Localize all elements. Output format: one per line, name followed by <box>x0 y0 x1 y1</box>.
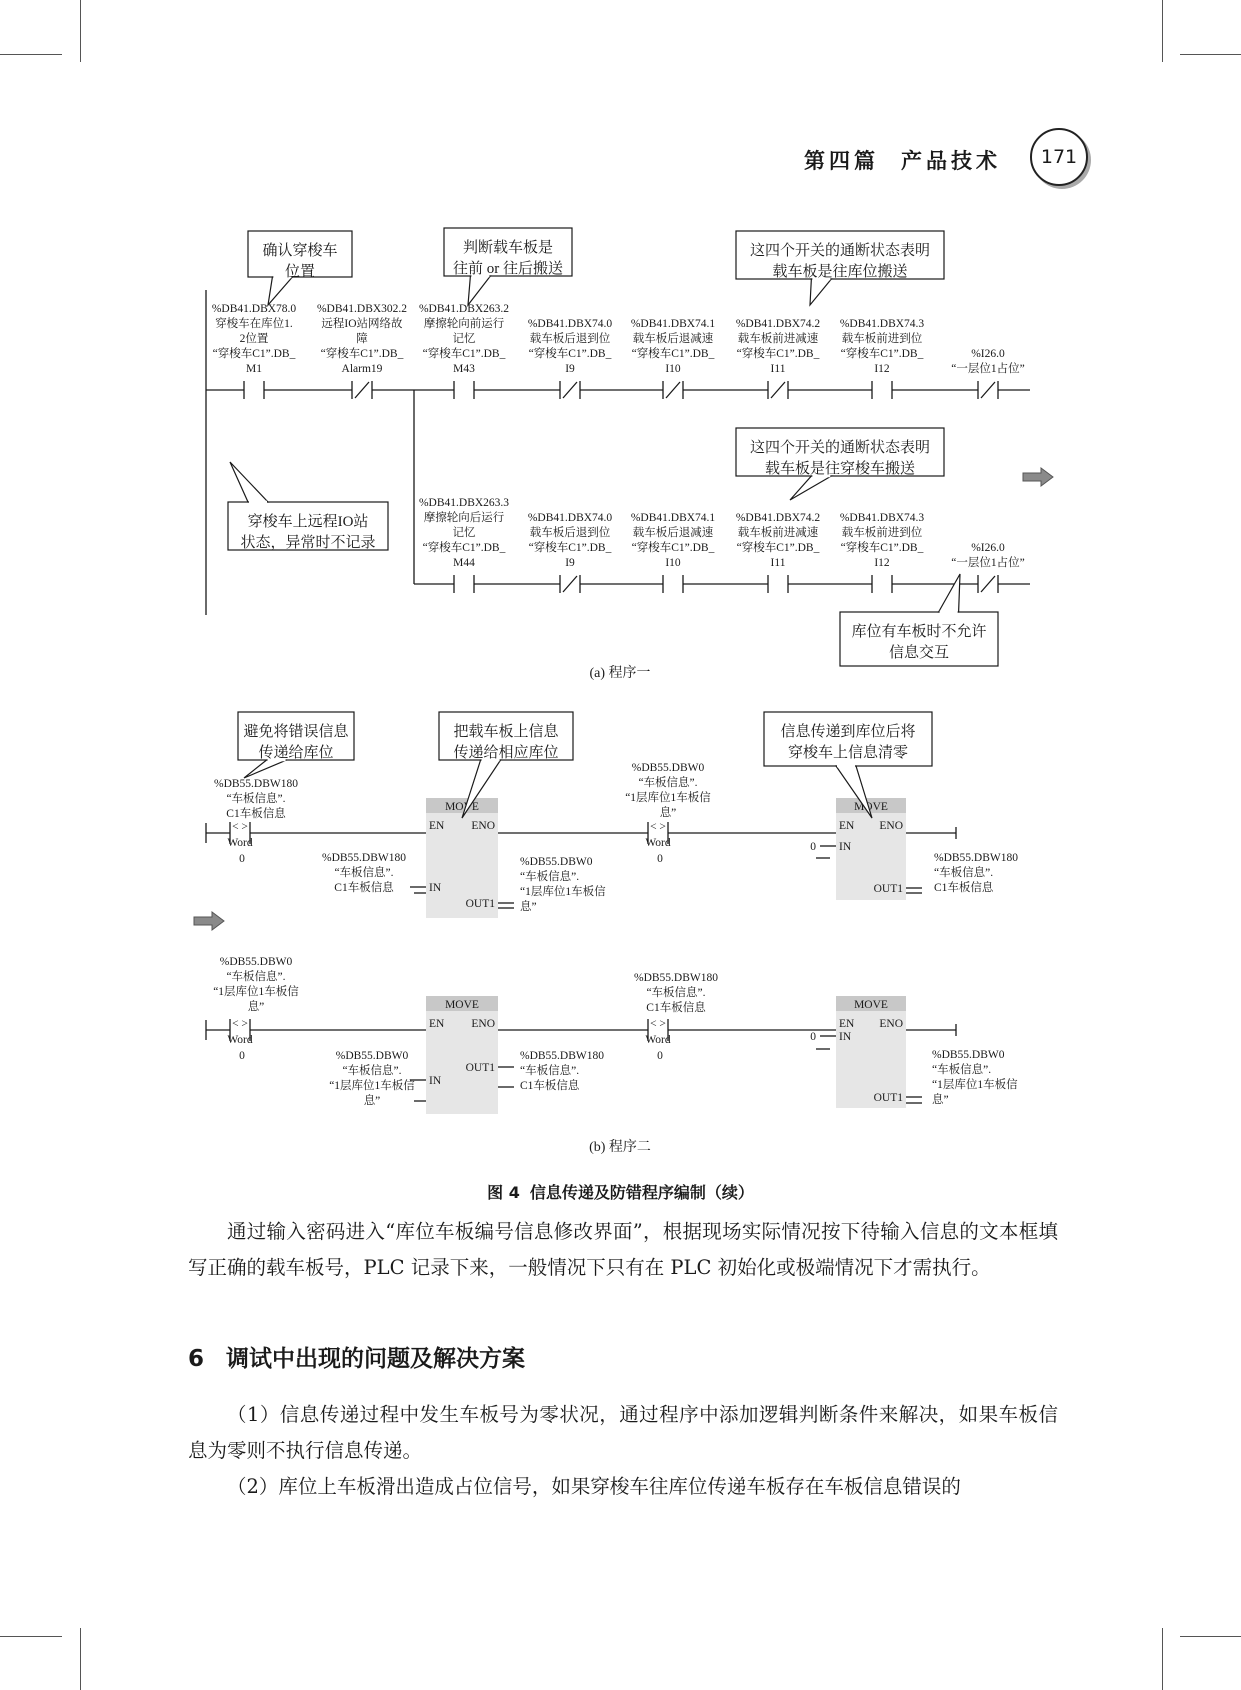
operand-label: “车板信息”. <box>520 1065 580 1077</box>
operand-label: “穿梭车C1”.DB_ <box>422 542 506 554</box>
operand-label: 息” <box>363 1095 381 1107</box>
callout-text: 状态，异常时不记录 <box>240 535 376 551</box>
operand-label: I11 <box>770 363 786 375</box>
move-title: MOVE <box>445 801 479 813</box>
in-zero: 0 <box>810 841 816 853</box>
operand-label: I10 <box>665 363 681 375</box>
operand-label: 载车板后退到位 <box>529 333 611 345</box>
contact-row2 <box>768 575 788 593</box>
operand-label: “车板信息”. <box>932 1064 992 1076</box>
paragraph-2: （1）信息传递过程中发生车板号为零状况，通过程序中添加逻辑判断条件来解决，如果车板信息为零则不执行信息传递。 <box>188 1403 1058 1462</box>
in-label: IN <box>839 841 852 853</box>
move-title: MOVE <box>854 999 888 1011</box>
operand-label: 载车板前进到位 <box>841 527 923 539</box>
operand-label: %DB41.DBX78.0 <box>211 303 297 315</box>
operand-label: Alarm19 <box>341 363 383 375</box>
callout-text: 传递给相应库位 <box>453 745 559 761</box>
continuation-arrow <box>194 912 224 930</box>
callout-text: 把载车板上信息 <box>453 724 559 740</box>
compare-type: Word <box>645 837 671 849</box>
crop-mark <box>80 1628 81 1690</box>
en-label: EN <box>839 820 855 832</box>
contact-slash <box>563 382 577 398</box>
contact-row1 <box>244 381 264 399</box>
operand-label: “穿梭车C1”.DB_ <box>840 542 924 554</box>
operand-label: M43 <box>453 363 475 375</box>
out1-label: OUT1 <box>465 898 495 910</box>
compare-symbol: < > <box>650 1018 666 1030</box>
callout-text: 这四个开关的通断状态表明 <box>749 243 931 259</box>
operand-label: 远程IO站网络故 <box>321 318 403 330</box>
operand-label: “1层库位1车板信 <box>932 1079 1018 1091</box>
callout-pointer <box>939 574 960 612</box>
operand-label: 载车板前进减速 <box>737 333 819 345</box>
contact-row2 <box>560 575 580 593</box>
operand-label: C1车板信息 <box>226 808 286 820</box>
operand-label: %DB55.DBW180 <box>934 852 1019 864</box>
operand-label: “穿梭车C1”.DB_ <box>528 542 612 554</box>
move-block <box>836 996 906 1108</box>
crop-mark <box>0 1636 62 1637</box>
operand-label: 2位置 <box>239 333 269 345</box>
operand-label: “1层库位1车板信 <box>213 986 299 998</box>
operand-label: 载车板前进减速 <box>737 527 819 539</box>
contact-row1 <box>560 381 580 399</box>
in-label: IN <box>429 1075 442 1087</box>
callout-text: 判断载车板是 <box>462 240 554 256</box>
operand-label: “车板信息”. <box>342 1065 402 1077</box>
crop-mark <box>1180 1636 1241 1637</box>
callout-text: 避免将错误信息 <box>243 724 349 740</box>
contact-row1 <box>352 381 372 399</box>
operand-label: 载车板后退减速 <box>632 333 714 345</box>
callout-text: 信息传递到库位后将 <box>780 724 916 740</box>
operand-label: “车板信息”. <box>226 793 286 805</box>
en-label: EN <box>839 1018 855 1030</box>
callout <box>736 231 944 305</box>
operand-label: “穿梭车C1”.DB_ <box>320 348 404 360</box>
operand-label: %DB55.DBW180 <box>321 852 407 864</box>
operand-label: “穿梭车C1”.DB_ <box>422 348 506 360</box>
contact-row2 <box>978 575 998 593</box>
operand-label: 摩擦轮向前运行 <box>423 318 505 330</box>
in-label: IN <box>429 882 442 894</box>
subcaption-b: (b) 程序二 <box>589 1140 651 1155</box>
operand-label: I9 <box>565 557 575 569</box>
operand-label: C1车板信息 <box>520 1080 580 1092</box>
operand-label: “车板信息”. <box>934 867 994 879</box>
paragraph-1: 通过输入密码进入“库位车板编号信息修改界面”，根据现场实际情况按下待输入信息的文本框填写正确的载车板号，PLC 记录下来，一般情况下只有在 PLC 初始化或极端情况下才需执行。 <box>188 1220 1058 1279</box>
operand-label: “穿梭车C1”.DB_ <box>528 348 612 360</box>
operand-label: %DB41.DBX302.2 <box>316 303 408 315</box>
eno-label: ENO <box>879 1018 903 1030</box>
operand-label: %DB55.DBW0 <box>631 762 705 774</box>
callout <box>840 574 998 666</box>
operand-label: %DB55.DBW0 <box>219 956 293 968</box>
contact-slash <box>355 382 369 398</box>
operand-label: 记忆 <box>452 333 476 345</box>
operand-label: I12 <box>874 557 890 569</box>
compare-zero: 0 <box>239 853 245 865</box>
operand-label: 载车板后退减速 <box>632 527 714 539</box>
callout <box>736 428 944 500</box>
operand-label: 载车板后退到位 <box>529 527 611 539</box>
contact-slash <box>771 382 785 398</box>
callout-text: 载车板是往库位搬送 <box>772 264 908 280</box>
operand-label: 息” <box>247 1001 265 1013</box>
ladder-wires <box>206 290 1030 1103</box>
section-heading <box>188 1340 525 1373</box>
operand-label: %DB41.DBX74.2 <box>735 512 821 524</box>
section-number: 6 <box>188 1346 205 1372</box>
eno-label: ENO <box>879 820 903 832</box>
eno-label: ENO <box>471 1018 495 1030</box>
operand-label: 息” <box>659 807 677 819</box>
operand-label: %DB55.DBW180 <box>520 1050 605 1062</box>
compare-symbol: < > <box>232 1018 248 1030</box>
operand-label: %DB41.DBX74.3 <box>839 512 925 524</box>
move-block <box>426 798 498 918</box>
operand-label: 摩擦轮向后运行 <box>423 512 505 524</box>
operand-label: “车板信息”. <box>226 971 286 983</box>
crop-mark <box>1162 1628 1163 1690</box>
callout-text: 确认穿梭车 <box>262 243 338 259</box>
section-title: 调试中出现的问题及解决方案 <box>226 1346 526 1372</box>
compare-symbol: < > <box>232 821 248 833</box>
compare-type: Word <box>227 837 253 849</box>
compare-symbol: < > <box>650 821 666 833</box>
move-block <box>426 996 498 1114</box>
operand-label: “穿梭车C1”.DB_ <box>631 542 715 554</box>
operand-label: 记忆 <box>452 527 476 539</box>
operand-label: “车板信息”. <box>520 871 580 883</box>
contact-row2 <box>454 575 474 593</box>
operand-label: I10 <box>665 557 681 569</box>
callout-text: 位置 <box>284 264 316 280</box>
operand-label: %DB55.DBW0 <box>335 1050 409 1062</box>
move-block-body <box>426 996 498 1114</box>
contact-row1 <box>454 381 474 399</box>
operand-label: %DB41.DBX74.0 <box>527 512 613 524</box>
operand-label: “穿梭车C1”.DB_ <box>631 348 715 360</box>
operand-label: M44 <box>453 557 475 569</box>
callout-text: 载车板是往穿梭车搬送 <box>764 461 916 477</box>
operand-label: C1车板信息 <box>334 882 394 894</box>
compare-type: Word <box>227 1034 253 1046</box>
callout-pointer <box>790 476 831 500</box>
contact-row1 <box>872 381 892 399</box>
callout-text: 穿梭车上信息清零 <box>787 745 909 761</box>
operand-label: %DB41.DBX263.2 <box>418 303 510 315</box>
figure-caption-number: 图 4 <box>487 1183 520 1202</box>
contact-row2 <box>663 575 683 593</box>
operand-label: 息” <box>932 1094 949 1106</box>
callout-text: 库位有车板时不允许 <box>851 624 987 640</box>
en-label: EN <box>429 820 445 832</box>
header-part: 第四篇 <box>804 148 879 173</box>
operand-label: “一层位1占位” <box>951 363 1025 375</box>
operand-label: 障 <box>356 333 368 345</box>
callout-pointer <box>244 760 287 778</box>
callout-text: 信息交互 <box>888 645 950 661</box>
operand-label: %DB55.DBW0 <box>932 1049 1005 1061</box>
compare-type: Word <box>645 1034 671 1046</box>
subcaption-a: (a) 程序一 <box>589 666 651 681</box>
callout-text: 这四个开关的通断状态表明 <box>749 440 931 456</box>
operand-label: “一层位1占位” <box>951 557 1025 569</box>
contact-slash <box>666 382 680 398</box>
callout <box>238 712 354 778</box>
operand-label: %DB41.DBX74.1 <box>630 318 716 330</box>
paragraph-3: （2）库位上车板滑出造成占位信号，如果穿梭车往库位传递车板存在车板信息错误的 <box>227 1475 961 1498</box>
operand-label: “车板信息”. <box>646 987 706 999</box>
operand-label: 穿梭车在库位1. <box>215 318 293 330</box>
operand-label: %DB41.DBX74.2 <box>735 318 821 330</box>
figure-caption-title: 信息传递及防错程序编制（续） <box>529 1183 754 1202</box>
compare-zero: 0 <box>657 1050 663 1062</box>
figure-caption <box>0 1180 1241 1203</box>
operand-label: I11 <box>770 557 786 569</box>
operand-label: “车板信息”. <box>638 777 698 789</box>
contact-row1 <box>978 381 998 399</box>
ladder-contacts <box>230 381 998 1041</box>
in-label: IN <box>839 1031 852 1043</box>
continuation-arrow <box>1023 468 1053 486</box>
contact-slash <box>981 576 995 592</box>
operand-label: “1层库位1车板信 <box>329 1080 415 1092</box>
operand-label: I12 <box>874 363 890 375</box>
out1-label: OUT1 <box>873 883 903 895</box>
operand-label: %I26.0 <box>971 542 1005 554</box>
callout-text: 传递给库位 <box>258 745 334 761</box>
in-zero: 0 <box>810 1031 816 1043</box>
compare-zero: 0 <box>239 1050 245 1062</box>
contact-slash <box>981 382 995 398</box>
en-label: EN <box>429 1018 445 1030</box>
operand-label: “1层库位1车板信 <box>520 886 606 898</box>
operand-label: %DB55.DBW0 <box>520 856 593 868</box>
compare-zero: 0 <box>657 853 663 865</box>
contact-slash <box>563 576 577 592</box>
eno-label: ENO <box>471 820 495 832</box>
operand-label: 载车板前进到位 <box>841 333 923 345</box>
contact-row1 <box>768 381 788 399</box>
operand-label: %DB41.DBX74.0 <box>527 318 613 330</box>
contact-row1 <box>663 381 683 399</box>
callout-pointer <box>810 279 831 305</box>
operand-label: C1车板信息 <box>646 1002 706 1014</box>
operand-label: 息” <box>520 901 537 913</box>
operand-label: %DB55.DBW180 <box>213 778 299 790</box>
operand-label: %DB41.DBX74.3 <box>839 318 925 330</box>
operand-label: “穿梭车C1”.DB_ <box>840 348 924 360</box>
contact-row2 <box>872 575 892 593</box>
callout-pointer <box>230 462 268 502</box>
operand-label: “1层库位1车板信 <box>625 792 711 804</box>
operand-label: C1车板信息 <box>934 882 994 894</box>
operand-label: “穿梭车C1”.DB_ <box>736 348 820 360</box>
operand-label: “穿梭车C1”.DB_ <box>736 542 820 554</box>
page-number: 171 <box>1030 128 1088 186</box>
operand-labels <box>212 303 1025 1107</box>
operand-label: I9 <box>565 363 575 375</box>
callout-text: 往前 or 往后搬送 <box>453 261 563 277</box>
callout <box>248 231 352 305</box>
callout <box>228 462 388 551</box>
operand-label: “车板信息”. <box>334 867 394 879</box>
callout-pointer <box>468 276 490 305</box>
out1-label: OUT1 <box>873 1092 903 1104</box>
operand-label: %DB41.DBX263.3 <box>418 497 510 509</box>
operand-label: %DB55.DBW180 <box>633 972 719 984</box>
move-title: MOVE <box>445 999 479 1011</box>
operand-label: “穿梭车C1”.DB_ <box>212 348 296 360</box>
operand-label: M1 <box>246 363 262 375</box>
operand-label: %I26.0 <box>971 348 1005 360</box>
callout-text: 穿梭车上远程IO站 <box>247 514 369 530</box>
callout <box>444 228 572 305</box>
callout-pointer <box>268 277 292 305</box>
move-title: MOVE <box>854 801 888 813</box>
header-section: 产品技术 <box>901 148 1001 173</box>
operand-label: %DB41.DBX74.1 <box>630 512 716 524</box>
out1-label: OUT1 <box>465 1062 495 1074</box>
